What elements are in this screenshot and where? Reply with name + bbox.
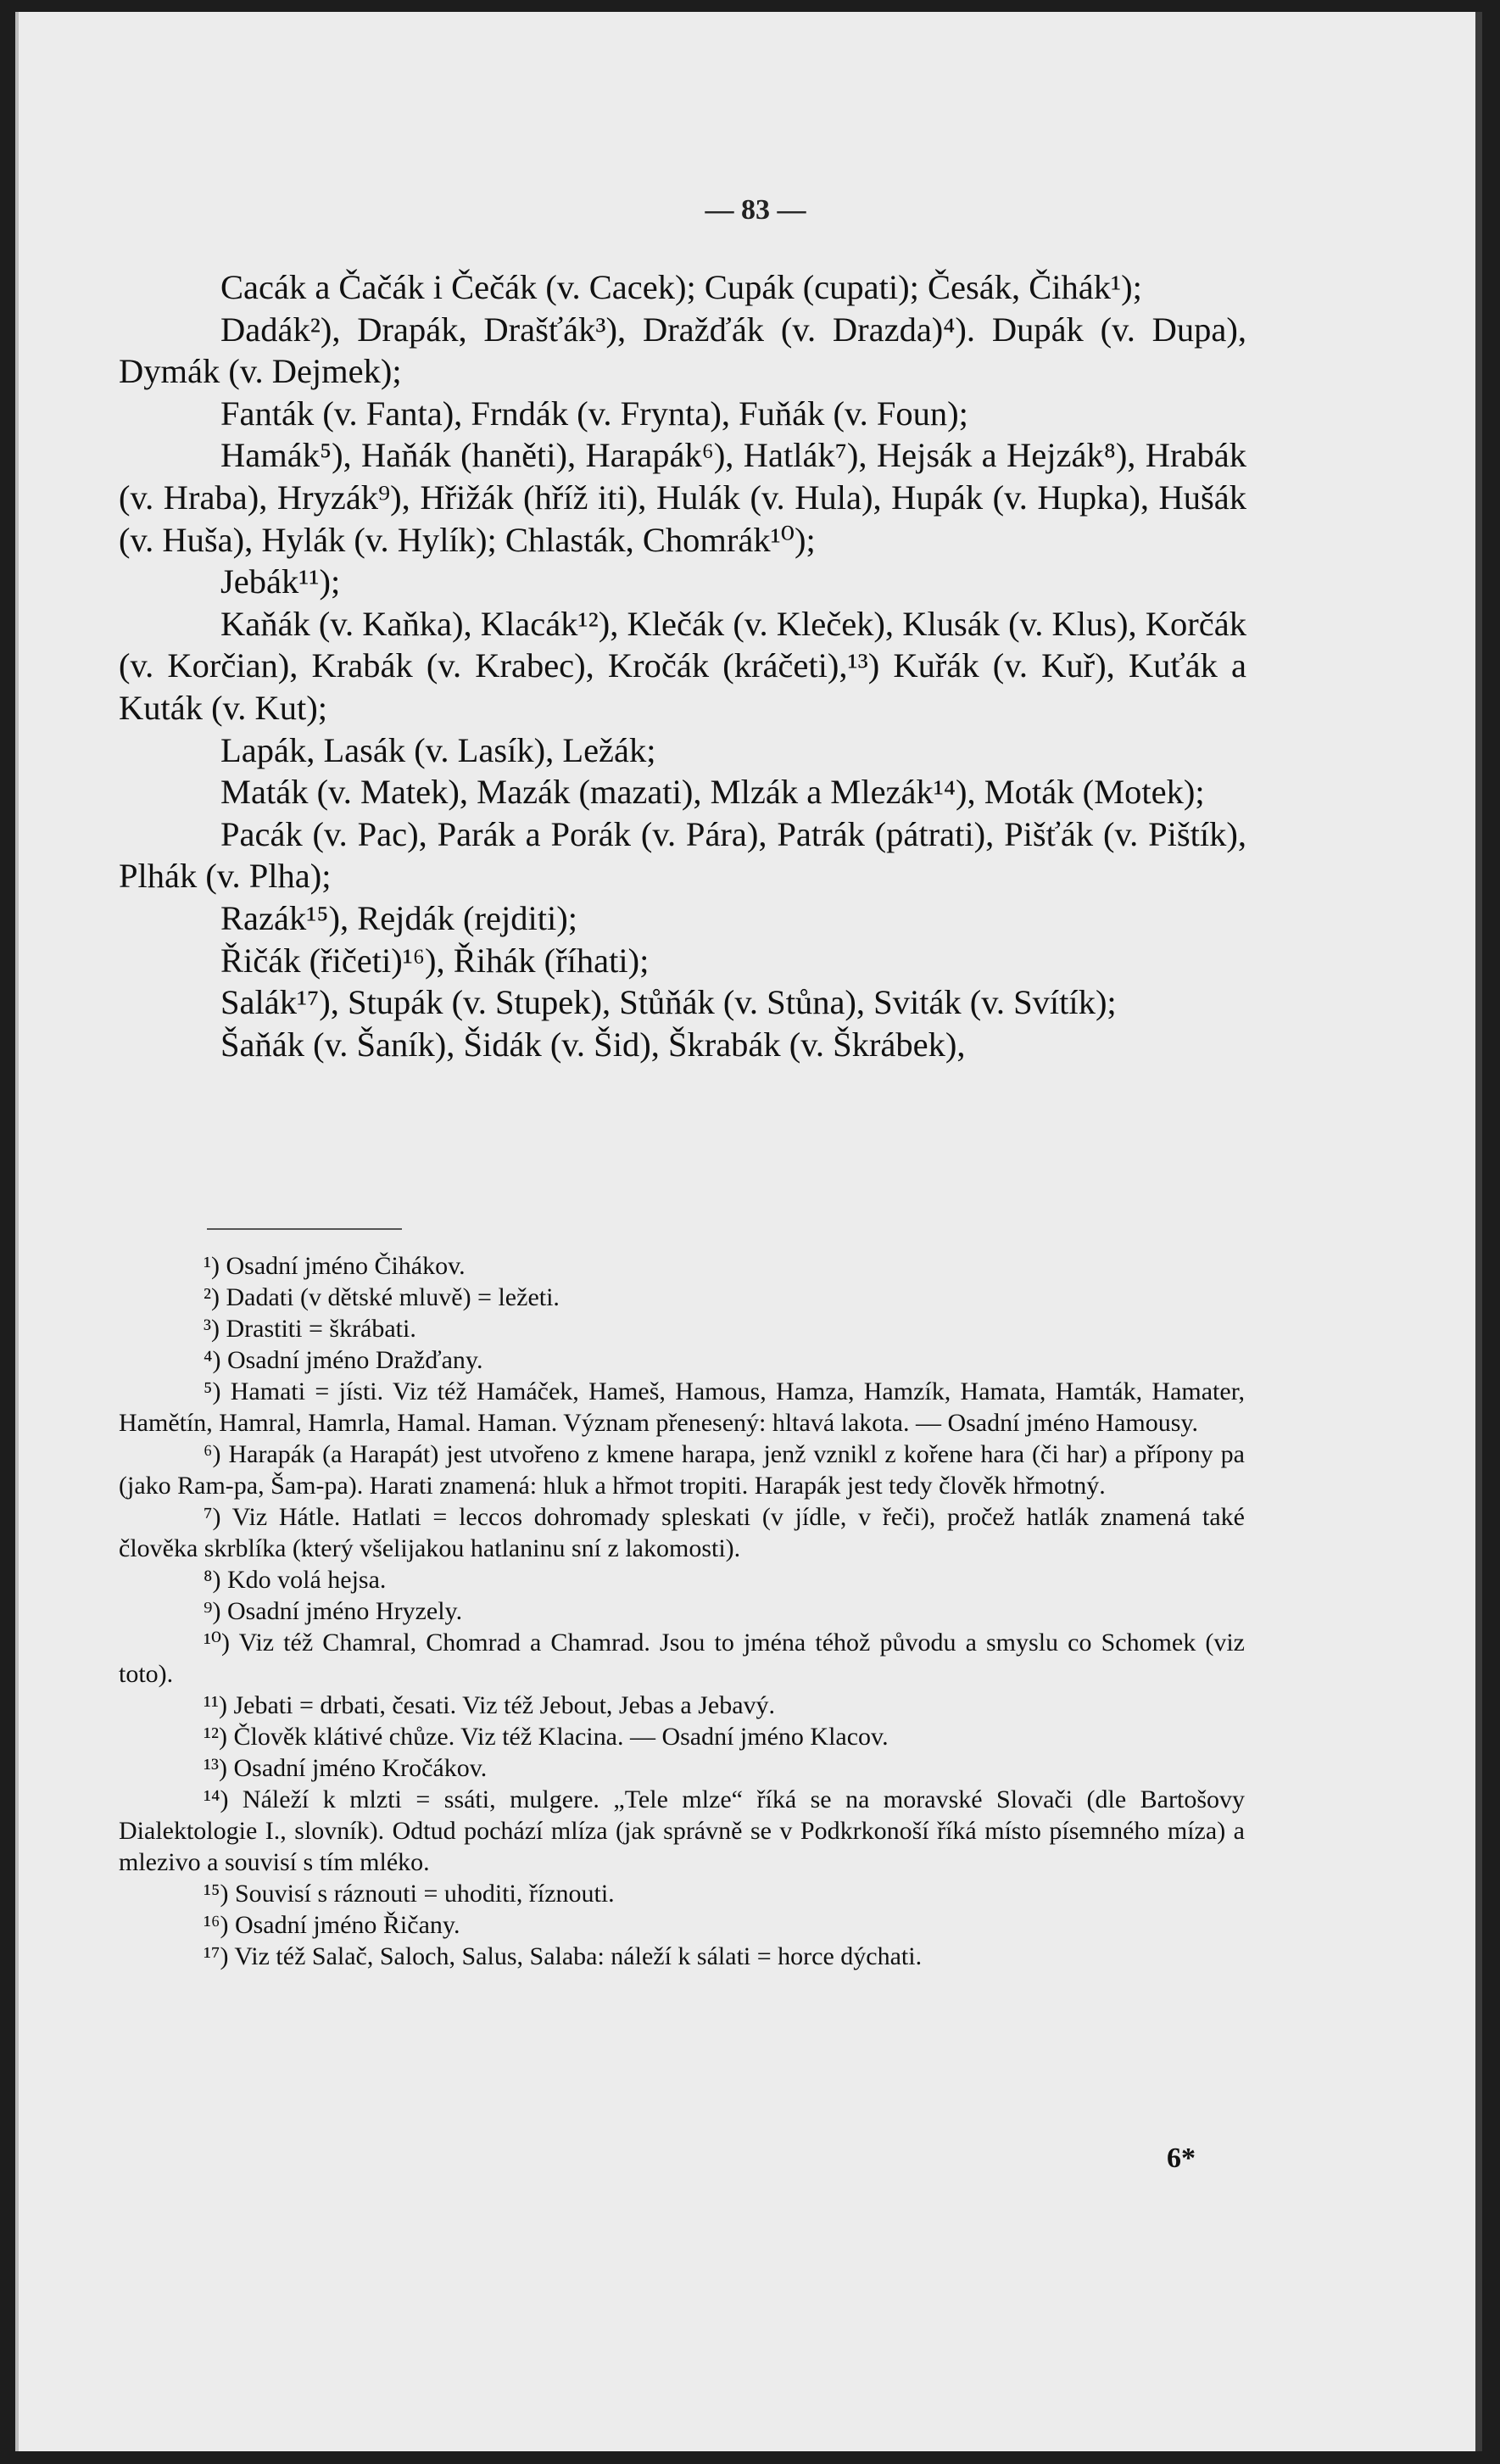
entry-k: Kaňák (v. Kaňka), Klacák¹²), Klečák (v. Kleček), Klusák (v. Klus), Korčák (v. Korčian), Krabák (v. Krabec), Kročák (kráčeti),¹³) Kuřák (v. Kuř), Kuťák a Kuták (v. Kut); <box>119 604 1246 727</box>
entry-j: Jebák¹¹); <box>220 562 341 601</box>
entry-h: Hamák⁵), Haňák (haněti), Harapák⁶), Hatlák⁷), Hejsák a Hejzák⁸), Hrabák (v. Hraba), Hryzák⁹), Hřižák (hříž iti), Hulák (v. Hula), Hupák (v. Hupka), Hušák (v. Huša), Hylák (v. Hylík); Chlasták, Chomrák¹⁰); <box>119 436 1246 559</box>
footnote: ¹³) Osadní jméno Kročákov. <box>204 1754 488 1782</box>
surname-list <box>119 266 1246 1065</box>
footnote: ¹⁴) Náleží k mlzti = ssáti, mulgere. „Tele mlze“ říká se na moravské Slovači (dle Bartošovy Dialektologie I., slovník). Odtud pochází mlíza (jak správně se v Podkrkonoší říká místo písemného míza) a mlezivo a souvisí s tím mléko. <box>119 1785 1245 1876</box>
footnote: ¹⁶) Osadní jméno Řičany. <box>204 1911 460 1939</box>
entry-rcaron: Řičák (řičeti)¹⁶), Řihák (říhati); <box>220 941 650 980</box>
entry-r: Razák¹⁵), Rejdák (rejditi); <box>220 898 577 937</box>
footnote: ¹⁵) Souvisí s ráznouti = uhoditi, říznouti. <box>204 1880 615 1908</box>
footnote: ⁴) Osadní jméno Dražďany. <box>204 1346 483 1374</box>
footnote: ¹⁰) Viz též Chamral, Chomrad a Chamrad. Jsou to jména téhož původu a smyslu co Schomek (viz toto). <box>119 1629 1245 1688</box>
entry-m: Maták (v. Matek), Mazák (mazati), Mlzák a Mlezák¹⁴), Moták (Motek); <box>220 773 1205 812</box>
entry-p: Pacák (v. Pac), Parák a Porák (v. Pára), Patrák (pátrati), Pišťák (v. Pištík), Plhák (v. Plha); <box>119 814 1246 896</box>
footnote-divider <box>207 1228 402 1230</box>
entry-l: Lapák, Lasák (v. Lasík), Ležák; <box>220 730 656 769</box>
page-number: — 83 — <box>705 194 806 226</box>
signature-mark: 6* <box>1167 2143 1196 2174</box>
footnote: ²) Dadati (v dětské mluvě) = ležeti. <box>204 1283 560 1311</box>
footnote: ⁵) Hamati = jísti. Viz též Hamáček, Hameš, Hamous, Hamza, Hamzík, Hamata, Hamták, Hamater, Hamětín, Hamral, Hamrla, Hamal. Haman. Význam přenesený: hltavá lakota. — Osadní jméno Hamousy. <box>119 1377 1245 1437</box>
book-page <box>15 12 1482 2451</box>
entry-c: Cacák a Čačák i Čečák (v. Cacek); Cupák (cupati); Česák, Čihák¹); <box>220 268 1142 306</box>
footnote: ¹⁷) Viz též Salač, Saloch, Salus, Salaba: náleží k sálati = horce dýchati. <box>204 1942 923 1970</box>
entry-f: Fanták (v. Fanta), Frndák (v. Frynta), Fuňák (v. Foun); <box>220 394 968 433</box>
footnote: ⁶) Harapák (a Harapát) jest utvořeno z kmene harapa, jenž vznikl z kořene hara (či har) a přípony pa (jako Ram-pa, Šam-pa). Harati znamená: hluk a hřmot tropiti. Harapák jest tedy člověk hřmotný. <box>119 1440 1245 1500</box>
entry-d: Dadák²), Drapák, Drašťák³), Dražďák (v. Drazda)⁴). Dupák (v. Dupa), Dymák (v. Dejmek); <box>119 310 1246 391</box>
footnote: ¹) Osadní jméno Čihákov. <box>204 1252 466 1280</box>
footnotes <box>119 1250 1245 1972</box>
footnote: ⁹) Osadní jméno Hryzely. <box>204 1597 463 1625</box>
footnote: ¹²) Člověk klátivé chůze. Viz též Klacina. — Osadní jméno Klacov. <box>204 1723 889 1751</box>
entry-s: Salák¹⁷), Stupák (v. Stupek), Stůňák (v. Stůna), Sviták (v. Svítík); <box>220 983 1117 1022</box>
footnote: ¹¹) Jebati = drbati, česati. Viz též Jebout, Jebas a Jebavý. <box>204 1691 776 1719</box>
entry-scaron: Šaňák (v. Šaník), Šidák (v. Šid), Škrabák (v. Škrábek), <box>220 1025 966 1064</box>
footnote: ³) Drastiti = škrábati. <box>204 1315 416 1343</box>
footnote: ⁸) Kdo volá hejsa. <box>204 1566 387 1594</box>
footnote: ⁷) Viz Hátle. Hatlati = leccos dohromady spleskati (v jídle, v řeči), pročež hatlák znamená také člověka skrblíka (který všelijakou hatlaninu sní z lakomosti). <box>119 1503 1245 1562</box>
